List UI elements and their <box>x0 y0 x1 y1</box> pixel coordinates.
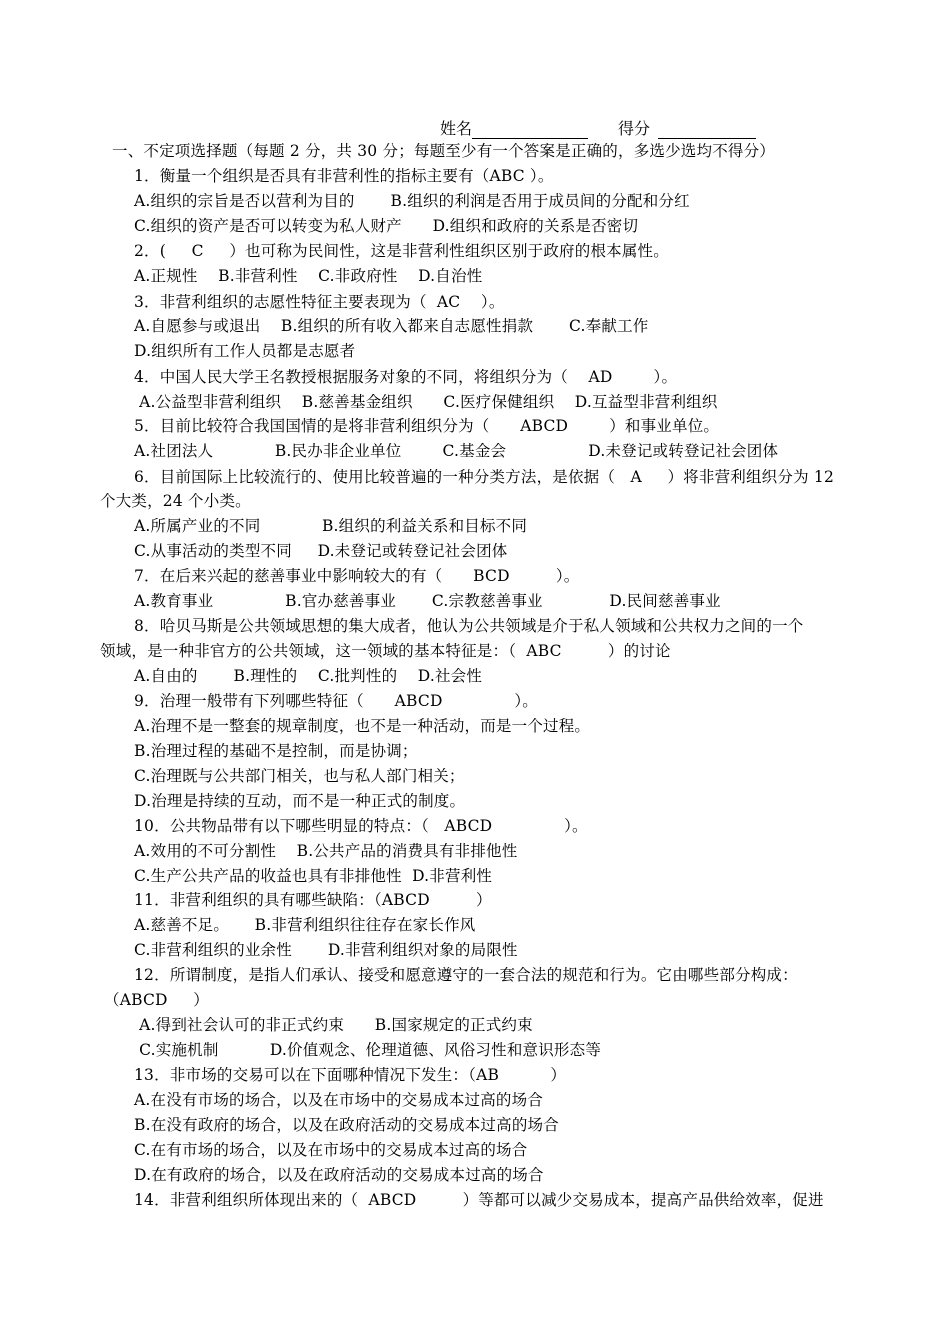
text-line: 10．公共物品带有以下哪些明显的特点：（ ABCD ）。 <box>134 817 588 835</box>
text-line: A.在没有市场的场合，以及在市场中的交易成本过高的场合 <box>134 1091 544 1109</box>
text-line: 3．非营利组织的志愿性特征主要表现为（ AC ）。 <box>134 293 505 311</box>
name-blank <box>472 120 588 139</box>
text-line: A.效用的不可分割性 B.公共产品的消费具有非排他性 <box>134 842 518 860</box>
text-line: B.治理过程的基础不是控制，而是协调； <box>134 742 418 760</box>
text-line: 11．非营利组织的具有哪些缺陷：（ABCD ） <box>134 891 492 909</box>
text-line: 7．在后来兴起的慈善事业中影响较大的有（ BCD ）。 <box>134 567 580 585</box>
text-line: C.治理既与公共部门相关，也与私人部门相关； <box>134 767 465 785</box>
text-line: B.在没有政府的场合，以及在政府活动的交易成本过高的场合 <box>134 1116 559 1134</box>
text-line: （ABCD ） <box>104 991 209 1009</box>
text-line: A.得到社会认可的非正式约束 B.国家规定的正式约束 <box>134 1016 533 1034</box>
text-line: D.治理是持续的互动，而不是一种正式的制度。 <box>134 792 466 810</box>
text-line: C.从事活动的类型不同 D.未登记或转登记社会团体 <box>134 542 508 560</box>
text-line: A.所属产业的不同 B.组织的利益关系和目标不同 <box>134 517 528 535</box>
text-line: A.教育事业 B.官办慈善事业 C.宗教慈善事业 D.民间慈善事业 <box>134 592 721 610</box>
text-line: 9．治理一般带有下列哪些特征（ ABCD ）。 <box>134 692 539 710</box>
text-line: 个大类，24 个小类。 <box>100 492 251 510</box>
text-line: A.组织的宗旨是否以营利为目的 B.组织的利润是否用于成员间的分配和分红 <box>134 192 690 210</box>
text-line: 13．非市场的交易可以在下面哪种情况下发生：（AB ） <box>134 1066 567 1084</box>
score-label: 得分 <box>618 119 651 138</box>
text-line: C.在有市场的场合，以及在市场中的交易成本过高的场合 <box>134 1141 528 1159</box>
text-line: C.非营利组织的业余性 D.非营利组织对象的局限性 <box>134 941 518 959</box>
text-line: C.实施机制 D.价值观念、伦理道德、风俗习性和意识形态等 <box>134 1041 602 1059</box>
text-line: 5．目前比较符合我国国情的是将非营利组织分为（ ABCD ）和事业单位。 <box>134 417 720 435</box>
text-line: D.在有政府的场合，以及在政府活动的交易成本过高的场合 <box>134 1166 544 1184</box>
text-line: 6．目前国际上比较流行的、使用比较普遍的一种分类方法，是依据（ A ）将非营利组织分为 12 <box>134 468 835 486</box>
text-line: A.慈善不足。 B.非营利组织往往存在家长作风 <box>134 916 476 934</box>
text-line: 4．中国人民大学王名教授根据服务对象的不同，将组织分为（ AD ）。 <box>134 368 678 386</box>
text-line: 领域，是一种非官方的公共领域，这一领域的基本特征是：（ ABC ）的讨论 <box>100 642 671 660</box>
text-line: 12．所谓制度，是指人们承认、接受和愿意遵守的一套合法的规范和行为。它由哪些部分构成： <box>134 966 798 984</box>
score-blank <box>658 120 756 139</box>
text-line: 1．衡量一个组织是否具有非营利性的指标主要有（ABC ）。 <box>134 167 554 185</box>
text-line: 2．( C ）也可称为民间性，这是非营利性组织区别于政府的根本属性。 <box>134 242 669 260</box>
text-line: A.公益型非营利组织 B.慈善基金组织 C.医疗保健组织 D.互益型非营利组织 <box>134 393 718 411</box>
text-line: A.自由的 B.理性的 C.批判性的 D.社会性 <box>134 667 483 685</box>
text-line: 14．非营利组织所体现出来的（ ABCD ）等都可以减少交易成本，提高产品供给效率，促进 <box>134 1191 824 1209</box>
section-title: 一、不定项选择题（每题 2 分，共 30 分；每题至少有一个答案是正确的，多选少选均不得分） <box>112 142 775 160</box>
text-line: D.组织所有工作人员都是志愿者 <box>134 342 356 360</box>
text-line: 8．哈贝马斯是公共领域思想的集大成者，他认为公共领域是介于私人领域和公共权力之间的一个 <box>134 617 804 635</box>
name-label: 姓名 <box>440 119 473 138</box>
text-line: C.组织的资产是否可以转变为私人财产 D.组织和政府的关系是否密切 <box>134 217 639 235</box>
text-line: A.社团法人 B.民办非企业单位 C.基金会 D.未登记或转登记社会团体 <box>134 442 779 460</box>
header <box>440 116 756 139</box>
text-line: C.生产公共产品的收益也具有非排他性 D.非营利性 <box>134 867 493 885</box>
text-line: A.治理不是一整套的规章制度，也不是一种活动，而是一个过程。 <box>134 717 591 735</box>
text-line: A.正规性 B.非营利性 C.非政府性 D.自治性 <box>134 267 483 285</box>
text-line: A.自愿参与或退出 B.组织的所有收入都来自志愿性捐款 C.奉献工作 <box>134 317 649 335</box>
